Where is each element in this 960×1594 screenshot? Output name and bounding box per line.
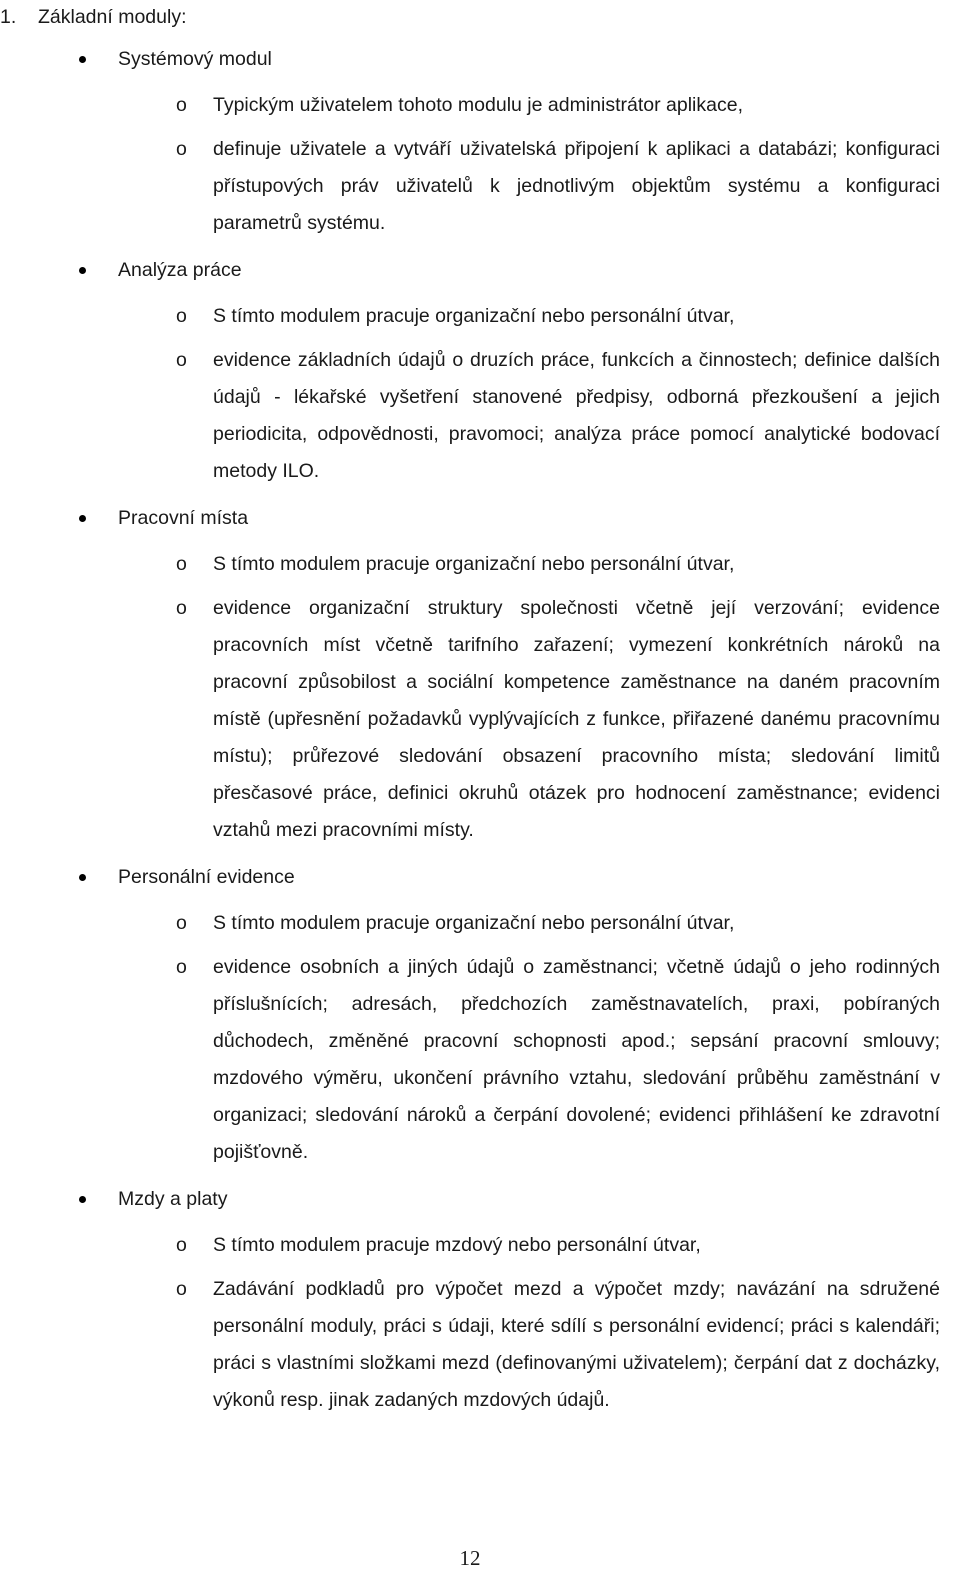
module-item-text: evidence osobních a jiných údajů o zaměstnanci; včetně údajů o jeho rodinných příslušnících; adresách, předchozích zaměstnavatelích, praxi, pobíraných důchodech, změněné pracovní schopnosti apod.; sepsání pracovní smlouvy; mzdového výměru, ukončení právního vztahu, sledování průběhu zaměstnání v organizaci; sledování nároků a čerpání dovolené; evidenci přihlášení ke zdravotní pojišťovně.: [213, 956, 940, 1163]
module-title: Analýza práce: [118, 259, 242, 281]
module-item-text: S tímto modulem pracuje mzdový nebo personální útvar,: [213, 1234, 701, 1256]
section-heading: [0, 2, 187, 32]
circle-bullet-icon: o: [176, 597, 187, 619]
bullet-icon: [79, 874, 86, 881]
bullet-icon: [79, 56, 86, 63]
module-item-text: S tímto modulem pracuje organizační nebo personální útvar,: [213, 305, 735, 327]
circle-bullet-icon: o: [176, 912, 187, 934]
bullet-icon: [79, 515, 86, 522]
module-item-text: S tímto modulem pracuje organizační nebo personální útvar,: [213, 553, 735, 575]
section-number: 1.: [0, 6, 17, 28]
module-item-text: evidence základních údajů o druzích práce, funkcích a činnostech; definice dalších údajů - lékařské vyšetření stanovené předpisy, odborná přezkoušení a jejich periodicita, odpovědnosti, pravomoci; analýza práce pomocí analytické bodovací metody ILO.: [213, 349, 940, 482]
page-number: 12: [459, 1546, 481, 1570]
module-title: Mzdy a platy: [118, 1188, 228, 1210]
module-title: Systémový modul: [118, 48, 272, 70]
module-item-text: Typickým uživatelem tohoto modulu je administrátor aplikace,: [213, 94, 743, 116]
circle-bullet-icon: o: [176, 349, 187, 371]
bullet-icon: [79, 267, 86, 274]
module-item-text: S tímto modulem pracuje organizační nebo personální útvar,: [213, 912, 735, 934]
circle-bullet-icon: o: [176, 553, 187, 575]
module-item-text: definuje uživatele a vytváří uživatelská připojení k aplikaci a databázi; konfiguraci přístupových práv uživatelů k jednotlivým objektům systému a konfiguraci parametrů systému.: [213, 138, 940, 234]
circle-bullet-icon: o: [176, 956, 187, 978]
module-title: Personální evidence: [118, 866, 295, 888]
circle-bullet-icon: o: [176, 1234, 187, 1256]
circle-bullet-icon: o: [176, 305, 187, 327]
module-item-text: evidence organizační struktury společnosti včetně její verzování; evidence pracovních míst včetně tarifního zařazení; vymezení konkrétních nároků na pracovní způsobilost a sociální kompetence zaměstnance na daném pracovním místě (upřesnění požadavků vyplývajících z funkce, přiřazené danému pracovnímu místu); průřezové sledování obsazení pracovního místa; sledování limitů přesčasové práce, definici okruhů otázek pro hodnocení zaměstnance; evidenci vztahů mezi pracovními místy.: [213, 597, 940, 841]
circle-bullet-icon: o: [176, 138, 187, 160]
module-title: Pracovní místa: [118, 507, 249, 529]
section-title: Základní moduly:: [38, 6, 187, 28]
circle-bullet-icon: o: [176, 1278, 187, 1300]
module-item-text: Zadávání podkladů pro výpočet mezd a výpočet mzdy; navázání na sdružené personální moduly, práci s údaji, které sdílí s personální evidencí; práci s kalendáři; práci s vlastními složkami mezd (definovanými uživatelem); čerpání dat z docházky, výkonů resp. jinak zadaných mzdových údajů.: [213, 1278, 940, 1411]
circle-bullet-icon: o: [176, 94, 187, 116]
bullet-icon: [79, 1196, 86, 1203]
